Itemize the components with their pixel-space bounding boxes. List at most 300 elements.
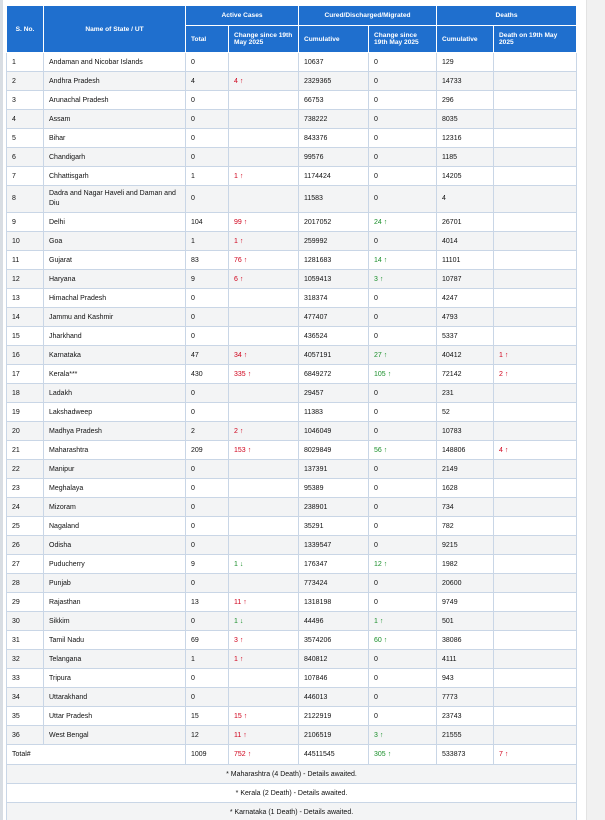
arrow-up-icon: ↑	[504, 370, 509, 378]
cell-deaths-change	[494, 688, 577, 707]
cell-active-change	[229, 232, 299, 251]
cell-deaths-change	[494, 72, 577, 91]
arrow-up-icon: ↑	[243, 598, 247, 606]
cell-cured-change: 0	[369, 517, 437, 536]
cell-deaths-change	[494, 270, 577, 289]
cell-state: Goa	[44, 232, 186, 251]
table-row	[7, 308, 577, 327]
cell-deaths-change	[494, 422, 577, 441]
cell-deaths: 4793	[437, 308, 494, 327]
table-row	[7, 110, 577, 129]
cell-state: Odisha	[44, 536, 186, 555]
cell-sno: 36	[7, 726, 44, 745]
cell-deaths: 52	[437, 403, 494, 422]
cell-state: Madhya Pradesh	[44, 422, 186, 441]
cell-active: 69	[186, 631, 229, 650]
cell-active: 430	[186, 365, 229, 384]
cell-cured: 436524	[299, 327, 369, 346]
table-body	[7, 53, 577, 820]
cell-deaths: 4247	[437, 289, 494, 308]
cell-state: Jharkhand	[44, 327, 186, 346]
table-row	[7, 479, 577, 498]
cell-active-change	[229, 186, 299, 213]
cell-sno: 12	[7, 270, 44, 289]
total-cured-change	[369, 745, 437, 765]
cell-active-change	[229, 479, 299, 498]
table-row	[7, 631, 577, 650]
cell-cured: 10637	[299, 53, 369, 72]
cell-deaths: 4	[437, 186, 494, 213]
cell-active-change	[229, 688, 299, 707]
cell-cured-change	[369, 631, 437, 650]
note-text: * Kerala (2 Death) - Details awaited.	[7, 784, 577, 803]
cell-sno: 13	[7, 289, 44, 308]
cell-cured: 773424	[299, 574, 369, 593]
cell-state: Kerala***	[44, 365, 186, 384]
cell-active: 0	[186, 384, 229, 403]
cell-active: 0	[186, 498, 229, 517]
cell-active-change	[229, 574, 299, 593]
cell-active: 0	[186, 110, 229, 129]
cell-active: 0	[186, 91, 229, 110]
cell-active-change	[229, 346, 299, 365]
cell-cured: 29457	[299, 384, 369, 403]
cell-cured-change: 0	[369, 110, 437, 129]
table-row	[7, 612, 577, 631]
cell-cured: 137391	[299, 460, 369, 479]
cell-deaths-change	[494, 403, 577, 422]
arrow-up-icon: ↑	[383, 256, 388, 264]
total-cured-change-value: 305	[374, 751, 386, 758]
cell-deaths-change	[494, 460, 577, 479]
cell-active: 4	[186, 72, 229, 91]
cell-sno: 8	[7, 186, 44, 213]
arrow-up-icon: ↑	[243, 256, 248, 264]
cell-cured-change	[369, 270, 437, 289]
cell-sno: 24	[7, 498, 44, 517]
cell-deaths-change	[494, 517, 577, 536]
cell-cured-change	[369, 441, 437, 460]
cell-sno: 11	[7, 251, 44, 270]
cell-active-change-value: 1	[234, 617, 238, 625]
cell-state: Arunachal Pradesh	[44, 91, 186, 110]
cell-state: Uttarakhand	[44, 688, 186, 707]
table-row	[7, 422, 577, 441]
cell-active: 0	[186, 289, 229, 308]
cell-cured: 318374	[299, 289, 369, 308]
arrow-up-icon: ↑	[383, 218, 388, 226]
cell-sno: 23	[7, 479, 44, 498]
cell-active-change	[229, 650, 299, 669]
total-active-change-value: 752	[234, 751, 246, 758]
total-deaths-change-value: 7	[499, 751, 503, 758]
cell-cured-change: 0	[369, 593, 437, 612]
cell-active-change	[229, 669, 299, 688]
table-row	[7, 707, 577, 726]
cell-active-change-value: 2	[234, 427, 238, 435]
cell-sno: 19	[7, 403, 44, 422]
cell-state: Meghalaya	[44, 479, 186, 498]
cell-active-change	[229, 270, 299, 289]
cell-cured-change: 0	[369, 669, 437, 688]
cell-sno: 20	[7, 422, 44, 441]
cell-deaths: 21555	[437, 726, 494, 745]
cell-active-change	[229, 612, 299, 631]
table-row	[7, 574, 577, 593]
table-row	[7, 251, 577, 270]
cell-cured: 2329365	[299, 72, 369, 91]
cell-deaths: 11101	[437, 251, 494, 270]
table-row	[7, 289, 577, 308]
cell-active: 1	[186, 232, 229, 251]
cell-state: Chandigarh	[44, 148, 186, 167]
cell-active: 0	[186, 536, 229, 555]
cell-cured: 4057191	[299, 346, 369, 365]
cell-cured: 44496	[299, 612, 369, 631]
cell-cured-change: 0	[369, 72, 437, 91]
arrow-up-icon: ↑	[243, 218, 248, 226]
cell-state: Andaman and Nicobar Islands	[44, 53, 186, 72]
cell-active-change	[229, 384, 299, 403]
cell-deaths-change	[494, 498, 577, 517]
table-row	[7, 498, 577, 517]
cell-sno: 34	[7, 688, 44, 707]
cell-sno: 26	[7, 536, 44, 555]
cell-active: 209	[186, 441, 229, 460]
cell-cured-change-value: 3	[374, 275, 378, 283]
cell-cured-change	[369, 213, 437, 232]
cell-active-change-value: 15	[234, 712, 242, 720]
cell-cured-change-value: 12	[374, 560, 382, 568]
table-row	[7, 726, 577, 745]
cell-active-change	[229, 707, 299, 726]
vertical-scrollbar[interactable]	[586, 0, 605, 820]
cell-cured: 1059413	[299, 270, 369, 289]
cell-state: Lakshadweep	[44, 403, 186, 422]
arrow-up-icon: ↑	[383, 446, 388, 454]
table-row	[7, 167, 577, 186]
arrow-up-icon: ↑	[239, 237, 244, 245]
cell-cured-change-value: 14	[374, 256, 382, 264]
cell-active-change	[229, 129, 299, 148]
table-row	[7, 403, 577, 422]
cell-deaths: 20600	[437, 574, 494, 593]
arrow-up-icon: ↑	[379, 617, 384, 625]
cell-cured: 1281683	[299, 251, 369, 270]
cell-deaths: 7773	[437, 688, 494, 707]
cell-cured-change: 0	[369, 403, 437, 422]
cell-sno: 30	[7, 612, 44, 631]
cell-cured: 11583	[299, 186, 369, 213]
cell-sno: 1	[7, 53, 44, 72]
cell-cured-change: 0	[369, 327, 437, 346]
cell-active-change-value: 1	[234, 237, 238, 245]
cell-active: 0	[186, 688, 229, 707]
cell-deaths-change-value: 1	[499, 351, 503, 359]
cell-sno: 31	[7, 631, 44, 650]
cell-state: Tamil Nadu	[44, 631, 186, 650]
cell-cured-change	[369, 726, 437, 745]
cell-sno: 15	[7, 327, 44, 346]
cell-deaths: 4014	[437, 232, 494, 251]
cell-sno: 4	[7, 110, 44, 129]
arrow-up-icon: ↑	[504, 351, 509, 359]
arrow-up-icon: ↑	[243, 351, 248, 359]
total-deaths-change	[494, 745, 577, 765]
cell-cured-change: 0	[369, 148, 437, 167]
cell-cured-change-value: 56	[374, 446, 382, 454]
cell-cured-change-value: 105	[374, 370, 386, 378]
cell-deaths-change	[494, 479, 577, 498]
cell-sno: 18	[7, 384, 44, 403]
cell-cured-change-value: 27	[374, 351, 382, 359]
cell-cured: 35291	[299, 517, 369, 536]
table-row	[7, 460, 577, 479]
cell-active: 13	[186, 593, 229, 612]
cell-cured: 2122919	[299, 707, 369, 726]
note-row	[7, 803, 577, 820]
cell-state: Gujarat	[44, 251, 186, 270]
cell-deaths-change	[494, 148, 577, 167]
cell-state: Rajasthan	[44, 593, 186, 612]
cell-cured-change: 0	[369, 167, 437, 186]
cell-state: Telangana	[44, 650, 186, 669]
cell-active-change	[229, 631, 299, 650]
cell-active: 104	[186, 213, 229, 232]
cell-active: 15	[186, 707, 229, 726]
cell-cured: 3574206	[299, 631, 369, 650]
note-row	[7, 784, 577, 803]
total-active-change	[229, 745, 299, 765]
cell-cured: 259992	[299, 232, 369, 251]
cell-active: 0	[186, 574, 229, 593]
cell-active: 2	[186, 422, 229, 441]
cell-cured-change: 0	[369, 479, 437, 498]
cell-active: 9	[186, 555, 229, 574]
cell-cured-change	[369, 612, 437, 631]
cell-state: Assam	[44, 110, 186, 129]
cell-state: Himachal Pradesh	[44, 289, 186, 308]
cell-cured-change: 0	[369, 186, 437, 213]
header-state: Name of State / UT	[44, 6, 186, 53]
cell-active-change	[229, 53, 299, 72]
table-row	[7, 148, 577, 167]
table-row	[7, 441, 577, 460]
cell-active-change	[229, 289, 299, 308]
arrow-up-icon: ↑	[504, 446, 509, 454]
cell-cured-change: 0	[369, 129, 437, 148]
table-row	[7, 517, 577, 536]
cell-sno: 6	[7, 148, 44, 167]
cell-deaths: 2149	[437, 460, 494, 479]
cell-deaths-change	[494, 365, 577, 384]
table-row	[7, 53, 577, 72]
cell-state: Punjab	[44, 574, 186, 593]
cell-deaths-change	[494, 110, 577, 129]
cell-state: Haryana	[44, 270, 186, 289]
cell-deaths-change	[494, 650, 577, 669]
cell-active-change-value: 4	[234, 77, 238, 85]
table-row	[7, 346, 577, 365]
arrow-up-icon: ↑	[243, 712, 248, 720]
cell-deaths: 14733	[437, 72, 494, 91]
header-active-total: Total	[186, 26, 229, 53]
header-active-cases: Active Cases	[186, 6, 299, 26]
cell-cured-change-value: 24	[374, 218, 382, 226]
cell-sno: 27	[7, 555, 44, 574]
cell-active-change	[229, 167, 299, 186]
cell-cured-change: 0	[369, 707, 437, 726]
cell-cured-change-value: 3	[374, 731, 378, 739]
cell-state: Karnataka	[44, 346, 186, 365]
cell-sno: 25	[7, 517, 44, 536]
table-row	[7, 129, 577, 148]
cell-active-change	[229, 213, 299, 232]
cell-deaths-change	[494, 289, 577, 308]
cell-active: 12	[186, 726, 229, 745]
cell-state: Dadra and Nagar Haveli and Daman and Diu	[44, 186, 186, 213]
header-cured-cumulative: Cumulative	[299, 26, 369, 53]
cell-state: Nagaland	[44, 517, 186, 536]
cell-active: 0	[186, 403, 229, 422]
cell-deaths-change	[494, 384, 577, 403]
cell-deaths: 501	[437, 612, 494, 631]
cell-active-change	[229, 555, 299, 574]
cell-active-change	[229, 460, 299, 479]
arrow-up-icon: ↑	[239, 275, 244, 283]
cell-active: 47	[186, 346, 229, 365]
table-row	[7, 91, 577, 110]
arrow-up-icon: ↑	[247, 751, 252, 758]
cell-cured-change: 0	[369, 53, 437, 72]
cell-deaths: 26701	[437, 213, 494, 232]
cell-deaths-change	[494, 186, 577, 213]
cell-active-change-value: 3	[234, 636, 238, 644]
arrow-up-icon: ↑	[247, 370, 252, 378]
note-row	[7, 765, 577, 784]
cell-active-change-value: 1	[234, 655, 238, 663]
cell-active: 0	[186, 479, 229, 498]
arrow-up-icon: ↑	[239, 77, 244, 85]
cell-deaths-change	[494, 129, 577, 148]
table-row	[7, 536, 577, 555]
cell-sno: 5	[7, 129, 44, 148]
cell-active-change-value: 76	[234, 256, 242, 264]
cell-deaths: 9215	[437, 536, 494, 555]
cell-deaths: 12316	[437, 129, 494, 148]
cell-state: Andhra Pradesh	[44, 72, 186, 91]
cell-cured-change: 0	[369, 498, 437, 517]
cell-deaths: 1628	[437, 479, 494, 498]
cell-state: Delhi	[44, 213, 186, 232]
table-row	[7, 669, 577, 688]
cell-cured-change: 0	[369, 536, 437, 555]
cell-sno: 35	[7, 707, 44, 726]
cell-deaths-change	[494, 441, 577, 460]
cell-state: Mizoram	[44, 498, 186, 517]
header-cured: Cured/Discharged/Migrated	[299, 6, 437, 26]
cell-deaths-change	[494, 346, 577, 365]
cell-sno: 29	[7, 593, 44, 612]
cell-state: Sikkim	[44, 612, 186, 631]
note-text: * Karnataka (1 Death) - Details awaited.	[7, 803, 577, 820]
cell-active-change	[229, 110, 299, 129]
cell-deaths: 10783	[437, 422, 494, 441]
cell-active: 0	[186, 517, 229, 536]
cell-cured-change: 0	[369, 688, 437, 707]
table-row	[7, 365, 577, 384]
table-row	[7, 555, 577, 574]
cell-active-change	[229, 327, 299, 346]
left-edge-divider	[0, 0, 3, 820]
cell-deaths: 10787	[437, 270, 494, 289]
cell-cured: 477407	[299, 308, 369, 327]
cell-state: Uttar Pradesh	[44, 707, 186, 726]
cell-cured-change: 0	[369, 308, 437, 327]
cell-cured: 1174424	[299, 167, 369, 186]
arrow-up-icon: ↑	[239, 427, 244, 435]
cell-active-change	[229, 517, 299, 536]
cell-cured: 738222	[299, 110, 369, 129]
table-row	[7, 270, 577, 289]
cell-active-change-value: 1	[234, 560, 238, 568]
cell-active: 9	[186, 270, 229, 289]
cell-active: 1	[186, 167, 229, 186]
cell-active-change-value: 11	[234, 731, 242, 739]
cell-cured: 11383	[299, 403, 369, 422]
cell-active-change	[229, 593, 299, 612]
cell-active-change-value: 153	[234, 446, 246, 454]
cell-deaths-change	[494, 91, 577, 110]
header-cured-change: Change since 19th May 2025	[369, 26, 437, 53]
cell-deaths: 1982	[437, 555, 494, 574]
total-cured: 44511545	[299, 745, 369, 765]
cell-deaths: 38086	[437, 631, 494, 650]
cell-sno: 16	[7, 346, 44, 365]
cell-cured-change-value: 1	[374, 617, 378, 625]
cell-deaths-change	[494, 631, 577, 650]
cell-cured-change: 0	[369, 422, 437, 441]
cell-deaths-change	[494, 53, 577, 72]
cell-cured: 95389	[299, 479, 369, 498]
cell-deaths: 23743	[437, 707, 494, 726]
cell-deaths-change	[494, 574, 577, 593]
header-sno: S. No.	[7, 6, 44, 53]
cell-deaths-change	[494, 232, 577, 251]
arrow-up-icon: ↑	[383, 636, 388, 644]
arrow-up-icon: ↑	[387, 751, 392, 758]
cell-active-change	[229, 365, 299, 384]
arrow-up-icon: ↑	[239, 172, 244, 180]
cell-state: Puducherry	[44, 555, 186, 574]
cell-active: 1	[186, 650, 229, 669]
cell-active: 0	[186, 612, 229, 631]
cell-cured: 2017052	[299, 213, 369, 232]
total-active: 1009	[186, 745, 229, 765]
cell-sno: 10	[7, 232, 44, 251]
cell-sno: 2	[7, 72, 44, 91]
cell-active-change	[229, 726, 299, 745]
header-active-change: Change since 19th May 2025	[229, 26, 299, 53]
arrow-up-icon: ↑	[379, 731, 384, 739]
arrow-up-icon: ↑	[383, 351, 388, 359]
arrow-down-icon: ↓	[239, 617, 244, 625]
cell-cured: 1318198	[299, 593, 369, 612]
cell-active: 0	[186, 669, 229, 688]
cell-sno: 21	[7, 441, 44, 460]
cell-sno: 17	[7, 365, 44, 384]
cell-state: Bihar	[44, 129, 186, 148]
